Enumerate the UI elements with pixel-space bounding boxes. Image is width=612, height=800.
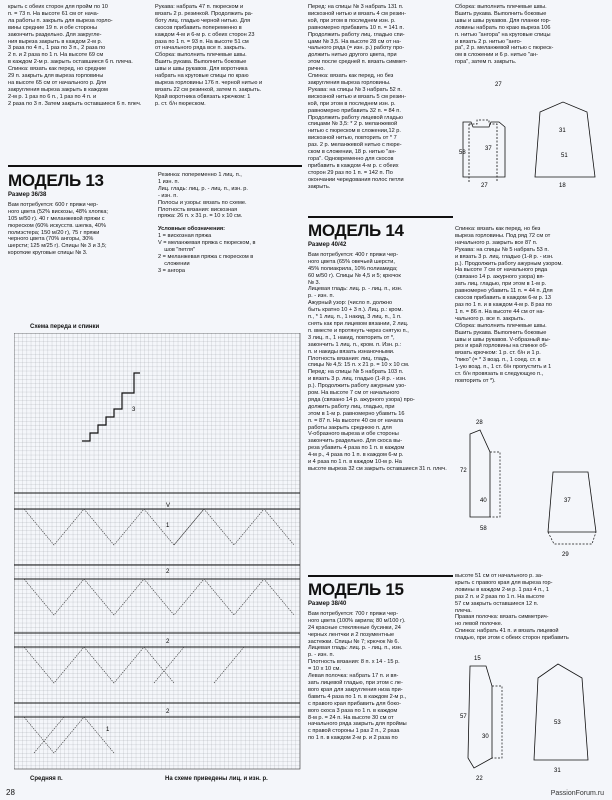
m13_materials-line: ного цвета (52% вискозы, 48% хлопка; <box>8 208 108 215</box>
m14_text-line: и вязать 3 р. лиц. гладью (1-й р. - изн. <box>308 376 407 383</box>
col2_top-line: Вшить рукава. Выполнить боковые <box>155 59 247 66</box>
m14_text-line: реза убавить 4 раза по 1 п. в каждом <box>308 445 405 452</box>
col4-top-text <box>455 4 605 66</box>
chart-grid <box>14 333 300 769</box>
col3_top-line: чального ряда (= изн. р.) работу про- <box>308 45 405 52</box>
schema-num-18: 18 <box>559 183 566 189</box>
col4_mid-line: 1-ую возд. п., 1 ст. б/н пропустить и 1 <box>455 364 552 371</box>
col4_mid-line: швы и швы рукавов. V-образный вы- <box>455 336 551 343</box>
m13_patterns-line: пряжа: 26 п. x 31 р. = 10 x 10 см. <box>158 213 243 220</box>
col4-lines <box>455 4 605 66</box>
m15-num-57: 57 <box>460 714 467 720</box>
schema-num-37: 37 <box>485 146 492 152</box>
col3_top-line: Перед: на спицы № 3 набрать 131 п. <box>308 4 404 10</box>
col4_mid-line: (связано 14 р. ажурного узора) вя- <box>455 274 545 281</box>
col4_mid-line: повторить от *). <box>455 377 496 384</box>
col1_top-line: 29 п. закрыть для выреза горловины <box>8 73 104 80</box>
m14_text-line: этом в 1-м р. равномерно убавить 16 <box>308 410 405 417</box>
m15_text-line: Плотность вязания: 8 п. x 14 - 15 р. <box>308 659 400 666</box>
m13_materials-line: 105 м/50 г). 40 г меланжевой пряжи с <box>8 215 105 222</box>
model14-title: МОДЕЛЬ 14 <box>308 221 404 240</box>
col4_bottom-line: Правая полочка: вязать симметрич- <box>455 614 549 621</box>
m14_text-line: п. вместе и протянуть через снятую п., <box>308 327 409 334</box>
m14_text-line: высоте выреза 32 см закрыть оставшиеся 31 п. плеч. <box>308 466 447 472</box>
m15_text-line: Вам потребуется: 700 г пряжи чер- <box>308 610 399 617</box>
col1_top-line: 2-м р. 1 раз по 6 п., 1 раз по 4 п. и <box>8 93 97 100</box>
chart-label-1-a: 1 <box>166 523 170 529</box>
col4_mid-line: раз по 1 п. и в каждом 4-м р. 8 раз по <box>455 301 552 308</box>
m14_text-line: Лицевая гладь: лиц. р. - лиц. п., изн. <box>308 286 403 293</box>
col2_top-line: Сборка: выполнить плечевые швы. <box>155 52 247 59</box>
m15_text-line: черных лентчки и 2 позументные <box>308 631 395 638</box>
m14-num-40: 40 <box>480 498 487 504</box>
m15_text-line: застежки. Спицы № 7; крючок № 6. <box>308 638 400 645</box>
m13_legend-line: V = меланжевая пряжа с пюреском, в <box>158 240 256 247</box>
col4-mid-text <box>455 226 605 385</box>
m14-sleeve-outline <box>548 472 596 532</box>
m15_text-line: = 10 x 10 см. <box>308 666 341 673</box>
col3_top-line: кой, при этом в последнем изн. р. <box>308 17 396 24</box>
m13_materials-line: полиэстера; 150 м/20 г), 75 г пряжи <box>8 229 100 236</box>
col4_bottom-line: гладью, при этом с обеих сторон прибавить <box>455 635 569 642</box>
model13-title: МОДЕЛЬ 13 <box>8 171 104 190</box>
col1_top-line: крыть с обеих сторон для пройм по 10 <box>8 4 108 10</box>
m14_text-line: Вам потребуется: 400 г пряжи чер- <box>308 251 399 258</box>
col4_mid-line: Вшить рукава. Выполнить боковые <box>455 329 547 336</box>
m14-num-29: 29 <box>562 552 569 558</box>
col3_top-line: этом после средней п. вязать симмет- <box>308 59 408 66</box>
m14_text-line: 4-м р., 4 раза по 1 п. в каждом 6-м р. <box>308 452 404 459</box>
col4_bottom-line: высоте 51 см от начального р. за- <box>455 573 543 579</box>
m14_text-line: V-образного выреза и обе стороны <box>308 431 399 438</box>
col4_top-line: и вязать 2 р. нитью "анго- <box>455 38 522 45</box>
m15_text-line: 8-м р. = 24 п. На высоте 30 см от <box>308 714 394 721</box>
col4_mid-line: На высоте 7 см от начального ряда <box>455 267 548 274</box>
col3_top-line: раз. 2 р. меланжевой нитью с пюре- <box>308 142 402 149</box>
m14_text-line: Перед: на спицы № 5 набрать 103 п. <box>308 369 404 376</box>
schema-num-27-bottom: 27 <box>481 183 488 189</box>
model13-patterns-block <box>158 172 303 275</box>
m14_text-line: должить работу лиц. гладью, при <box>308 403 395 410</box>
col2-top-text <box>155 4 295 108</box>
col4_mid-line: вязать крючком: 1 р. ст. б/н и 1 р. <box>455 350 541 357</box>
col4_bottom-line: 57 см закрыть оставшиеся 12 п. <box>455 600 539 607</box>
col2_top-line: от начального ряда все п. закрыть. <box>155 45 246 52</box>
col3_top-line: вискозной нитью и вязать 4 см резин- <box>308 10 407 17</box>
col4_mid-line: рез и край горловины на спинке об- <box>455 343 548 350</box>
col2_top-line: выреза горловины 176 п. черной нитью и <box>155 79 263 86</box>
col4_mid-line: ст. б/н провязать в следующую п., <box>455 371 544 378</box>
col2_top-line: швы и швы рукавов. Для воротника <box>155 66 248 73</box>
schema-num-31: 31 <box>559 128 566 134</box>
m15-num-30: 30 <box>482 734 489 740</box>
col4_mid-line: скосов прибавить в каждом 6-м р. 13 <box>455 295 552 302</box>
m15_text-line: с правого края прибавить для боко- <box>308 700 401 707</box>
model13-size: Размер 36/38 <box>8 192 47 198</box>
col1_top-line: вины средние 19 п. и обе стороны <box>8 24 98 31</box>
watermark: PassionForum.ru <box>550 790 604 797</box>
col4_mid-line: р.). Продолжить работу ажурным узором. <box>455 260 563 267</box>
col2-lines <box>155 4 295 108</box>
m14_text-line: ряда (связано 14 р. ажурного узора) про- <box>308 396 415 403</box>
chart-label-2-a: 2 <box>166 569 170 575</box>
col1_top-line: ния выреза закрыть в каждом 2-м р. <box>8 38 103 45</box>
col3_top-line: Продолжить работу лиц. гладью спи- <box>308 31 405 38</box>
col3_top-line: вискозной нитью и вязать 5 см резин- <box>308 93 407 100</box>
model14-block <box>308 218 453 473</box>
m13_patterns-line: 1 изн. п. <box>158 178 180 185</box>
col2_top-line: вязать 22 см резинкой, затем п. закрыть. <box>155 86 262 93</box>
col4_mid-line: "пико" (= * 3 возд. п., 1 соед. ст. в <box>455 357 541 364</box>
model14-text <box>308 252 453 473</box>
col3_top-line: цами № 3,5. На высоте 28 см от на- <box>308 38 402 45</box>
m14_text-line: Плотность вязания: лиц. гладь, <box>308 355 390 362</box>
m15_text-line: р. - изн. п. <box>308 652 335 659</box>
col1_top-line: 3 раза по 4 п., 1 раз по 3 п., 2 раза по <box>8 45 106 52</box>
m14_text-line: № 3. <box>308 279 321 286</box>
m15_text-line: по 1 п. в каждом 2-м р. и 2 раза по <box>308 735 398 742</box>
m14_text-line: ного цвета (65% овечьей шерсти, <box>308 258 395 265</box>
model13-top-rule <box>8 165 302 167</box>
model13-knitting-chart <box>14 333 302 773</box>
m14_text-line: ром. На высоте 7 см от начального <box>308 390 400 397</box>
col4_top-line: гора", затем п. закрыть. <box>455 59 517 66</box>
col2_top-line: скосов прибавить попеременно в <box>155 24 242 31</box>
col3_top-line: Спинка: вязать как перед, но без <box>308 73 394 80</box>
schema-bottom-right: На схеме приведены лиц. и изн. р. <box>165 776 268 782</box>
model13-block <box>8 168 153 257</box>
m13_materials-line: шерсти; 125 м/25 г). Спицы № 3 и 3,5; <box>8 243 107 250</box>
m15_text-line: ного цвета (100% акрила; 80 м/100 г). <box>308 617 406 624</box>
front-piece-outline <box>469 120 497 182</box>
col4_bottom-line: крыть с правого края для выреза гор- <box>455 579 553 586</box>
m15_text-line: вого скоса 3 раза по 1 п. в каждом <box>308 707 398 714</box>
col3_top-line: кой, при этом в последнем изн. р. <box>308 100 396 107</box>
schema-num-51: 51 <box>561 153 568 159</box>
m14_text-line: 45% полиакрила, 10% полиамида; <box>308 265 398 272</box>
col4_top-line: ра", 2 р. меланжевой нитью с пюреск- <box>455 45 554 52</box>
schema-num-58: 58 <box>459 150 466 156</box>
col4_bottom-line: ловины в каждом 2-м р. 1 раз 4 п., 1 <box>455 586 549 593</box>
col4_mid-line: зать лиц. гладью, при этом в 1-м р. <box>455 281 547 288</box>
page-number: 28 <box>6 788 15 797</box>
m14_text-line: и 4 раза по 1 п. в каждом 10-м р. На <box>308 459 402 466</box>
col2_top-line: р. ст. б/н пюреском. <box>155 100 206 107</box>
model15-block <box>308 577 453 742</box>
m14_text-line: закончить раздельно. Для скоса вы- <box>308 438 403 445</box>
m15-front-outline <box>468 666 492 768</box>
col4_mid-line: чального р. все п. закрыть. <box>455 315 525 322</box>
col4_mid-line: и вязать 3 р. лиц. гладью (1-й р. - изн. <box>455 253 554 260</box>
m13_patterns-line: - изн. п. <box>158 192 178 199</box>
m15-sleeve-outline <box>534 664 588 760</box>
col4_top-line: Сборка: выполнить плечевые швы. <box>455 4 547 10</box>
col2_top-line: набрать на круговые спицы по краю <box>155 73 249 80</box>
m14_text-line: 3 лиц. п., 1 накид, повторить от *, <box>308 334 395 341</box>
model13-schema-title: Схема переда и спинки <box>30 324 100 330</box>
chart-label-1-b: 1 <box>106 727 110 733</box>
m15_text-line: Лицевая гладь: лиц. р. - лиц. п., изн. <box>308 645 403 652</box>
sleeve-piece-outline <box>535 102 595 177</box>
col4-mid-lines <box>455 226 605 385</box>
col1-lines <box>8 4 148 108</box>
m15_text-line: Левая полочка: набрать 17 п. и вя- <box>308 673 399 680</box>
col1_top-line: п. = 73 п. На высоте 61 см от нача- <box>8 10 99 17</box>
m14-num-37: 37 <box>564 498 571 504</box>
col4_top-line: п. нитью "ангора" на круговые спицы <box>455 31 551 38</box>
m13_materials-line: пюреском (60% искусств. шелка, 40% <box>8 222 106 229</box>
m14_text-line: снять как при лицевом вязании, 2 лиц. <box>308 320 409 327</box>
col1_top-line: в каждом 2-м р. закрыть оставшиеся 6 п. плеча. <box>8 59 133 66</box>
col2_top-line: вязать 2 р. резинкой. Продолжить ра- <box>155 10 253 17</box>
col3_top-line: спицами № 3,5: * 2 р. меланжевой <box>308 121 398 128</box>
col3_top-line: закругления выреза горловины. <box>308 79 391 86</box>
col2_top-line: Рукава: набрать 47 п. пюреском и <box>155 4 244 10</box>
m14_text-line: п., * 1 лиц. п., 1 накид, 3 лиц. п., 1 п. <box>308 314 402 321</box>
col3_top-line: рично. <box>308 66 325 73</box>
col4_bottom-line: Спинка: набрать 41 п. и вязать лицевой <box>455 628 559 635</box>
col4_mid-line: равномерно убавить 11 п. = 44 п. Для <box>455 288 553 295</box>
model15-size: Размер 38/40 <box>308 601 347 607</box>
col3_top-line: закрыть. <box>308 183 331 190</box>
chart-label-2-c: 2 <box>166 709 170 715</box>
m14_text-line: п. = 87 п. На высоте 40 см от начала <box>308 417 404 424</box>
m13_materials-line: черного цвета (70% ангоры, 30% <box>8 236 94 243</box>
m14_text-line: р.). Продолжить работу ажурным узо- <box>308 383 407 390</box>
chart-label-v-a: V <box>166 503 171 509</box>
col4_mid-line: 1 п. = 86 п. На высоте 44 см от на- <box>455 308 545 315</box>
col3_top-line: ском в сложении, 18 р. нитью "ан- <box>308 149 397 156</box>
col2_top-line: боту лиц. гладью черной нитью. Для <box>155 17 251 24</box>
col1_top-line: 2 п. и 2 раза по 1 п. На высоте 69 см <box>8 52 104 59</box>
m13_patterns-line: Резинка: попеременно 1 лиц. п., <box>158 172 242 178</box>
m13_legend-line: 2 = меланжевая пряжа с пюреском в <box>158 253 254 260</box>
m15_text-line: бавить 4 раза по 1 п. в каждом 2-м р., <box>308 693 407 700</box>
chart-label-3-a: 3 <box>132 407 136 413</box>
m14_text-line: спицы № 4,5: 15 п. x 21 р. = 10 x 10 см. <box>308 362 410 369</box>
col3_top-line: Продолжить работу лицевой гладью <box>308 114 403 121</box>
col2_top-line: Край воротника обвязать крючком: 1 <box>155 93 251 100</box>
m13_patterns-line: Полосы и узоры: вязать по схеме. <box>158 199 247 206</box>
m15_text-line: 24 красные стеклянные бусинки, 24 <box>308 624 401 631</box>
col4_mid-line: Рукава: на спицы № 5 набрать 53 п. <box>455 246 549 253</box>
col3_top-line: прибавить в каждом 4-м р. с обеих <box>308 162 399 169</box>
m14_text-line: р. - изн. п. <box>308 293 335 300</box>
model14-size: Размер 40/42 <box>308 242 347 248</box>
model13-patterns <box>158 172 303 220</box>
model14-pieces-diagram <box>458 412 606 572</box>
m13_legend-line: 1 = вискозная пряжа <box>158 233 212 240</box>
model13-legend <box>158 233 303 274</box>
chart-label-2-b: 2 <box>166 639 170 645</box>
m13_patterns-line: Лиц. гладь: лиц. р. - лиц. п., изн. р. <box>158 185 248 192</box>
m15-num-15: 15 <box>474 656 481 662</box>
col4_top-line: швы и швы рукавов. Для планки гор- <box>455 17 551 24</box>
m15_text-line: с правой стороны 1 раз 2 п., 2 раза <box>308 728 400 735</box>
m13_materials-line: Вам потребуется: 600 г пряжи чер- <box>8 201 99 208</box>
m13_legend-line: 3 = ангора <box>158 267 185 274</box>
m14_text-line: 60 м/50 г). Спицы № 4,5 и 5; крючок <box>308 272 401 279</box>
col2_top-line: раза по 1 п. = 93 п. На высоте 51 см <box>155 38 249 45</box>
m13_legend-line: сложении <box>158 260 190 267</box>
m13_legend-line: шов "петля" <box>158 247 196 254</box>
m13_patterns-line: Плотность вязания: вискозная <box>158 206 238 213</box>
col4_top-line: ом в сложении и 6 р. нитью "ан- <box>455 52 539 59</box>
col4_bottom-line: раз 2 п. и 2 раза по 1 п. На высоте <box>455 593 545 600</box>
m15_text-line: вого края для закругления низа при- <box>308 686 403 693</box>
col1_top-line: 2 раза по 3 п. Затем закрыть оставшиеся 6 п. плеч. <box>8 100 142 107</box>
col3_top-line: равномерно прибавить 10 п. = 141 п. <box>308 24 404 31</box>
col4_bottom-line: плеча. <box>455 607 472 614</box>
col3_top-line: сторон 29 раз по 1 п. = 142 п. По <box>308 169 393 176</box>
col1_top-line: ла работы п. закрыть для выреза горло- <box>8 17 113 24</box>
col3_top-line: Рукава: на спицы № 3 набрать 52 п. <box>308 86 402 93</box>
col1_top-line: на высоте 65 см от начального р. Для <box>8 79 107 86</box>
m15_text-line: начального ряда закрыть для проймы <box>308 721 407 728</box>
col3_top-line: гора". Одновременно для скосов <box>308 155 394 162</box>
m14_text-line: п. и накиды вязать изнаночными. <box>308 348 395 355</box>
col3-lines <box>308 4 448 190</box>
col4_top-line: ловины набрать по краю выреза 106 <box>455 24 551 31</box>
col1_top-line: Спинка: вязать как перед, но средние <box>8 66 107 73</box>
m14_text-line: Ажурный узор: (число п. должно <box>308 300 393 307</box>
col4_mid-line: Спинка: вязать как перед, но без <box>455 226 541 232</box>
m14_text-line: быть кратно 10 + 3 п.). Лиц. р.: кром. <box>308 307 403 314</box>
m15-num-31: 31 <box>554 768 561 774</box>
col3-top-text <box>308 4 448 190</box>
col4-bottom-text <box>455 573 605 642</box>
col2_top-line: каждом 4-м и 6-м р. с обеих сторон 23 <box>155 31 255 38</box>
model15-title: МОДЕЛЬ 15 <box>308 580 404 599</box>
col4_mid-line: Сборка: выполнить плечевые швы. <box>455 322 547 329</box>
col1-top-text <box>8 4 148 108</box>
m14-num-72: 72 <box>460 468 467 474</box>
m15-num-22: 22 <box>476 776 483 782</box>
col3_top-line: окончании чередования полос петли <box>308 176 404 183</box>
col1_top-line: закончить раздельно. Для закругле- <box>8 31 102 38</box>
m14_text-line: закончить 1 лиц. п., кром. п. Изн. р.: <box>308 341 402 348</box>
m15-num-53: 53 <box>554 720 561 726</box>
col4-bottom-lines <box>455 573 605 642</box>
schema-bottom-left: Средняя п. <box>30 776 63 782</box>
col4_mid-line: выреза горловины. Под ряд 72 см от <box>455 232 551 239</box>
col4_top-line: Вшить рукава. Выполнить боковые <box>455 10 547 17</box>
col4_bottom-line: но левой полочке. <box>455 621 503 628</box>
model13-pieces-diagram <box>455 72 605 222</box>
col1_top-line: закругления выреза закрыть в каждом <box>8 86 108 93</box>
model15-text <box>308 611 453 742</box>
col4_mid-line: начального р. закрыть все 87 п. <box>455 239 538 246</box>
m14-num-28: 28 <box>476 420 483 426</box>
col3_top-line: вискозной нитью, повторить от * 7 <box>308 135 397 142</box>
schema-num-27-top: 27 <box>495 82 502 88</box>
model15-pieces-diagram <box>458 648 606 788</box>
model13-materials <box>8 202 153 257</box>
col3_top-line: нитью с пюреском в сложении,12 р. <box>308 128 401 135</box>
m13_materials-line: короткие круговые спицы № 3. <box>8 250 88 257</box>
col3_top-line: равномерно прибавить 32 п. = 84 п. <box>308 107 401 114</box>
model13-legend-title: Условные обозначения: <box>158 226 226 233</box>
m14-num-58: 58 <box>480 526 487 532</box>
m15_text-line: зать лицевой гладью, при этом с ле- <box>308 679 403 686</box>
col3_top-line: должить нитью другого цвета, при <box>308 52 397 59</box>
m14_text-line: работы закрыть среднюю п. для <box>308 424 392 431</box>
